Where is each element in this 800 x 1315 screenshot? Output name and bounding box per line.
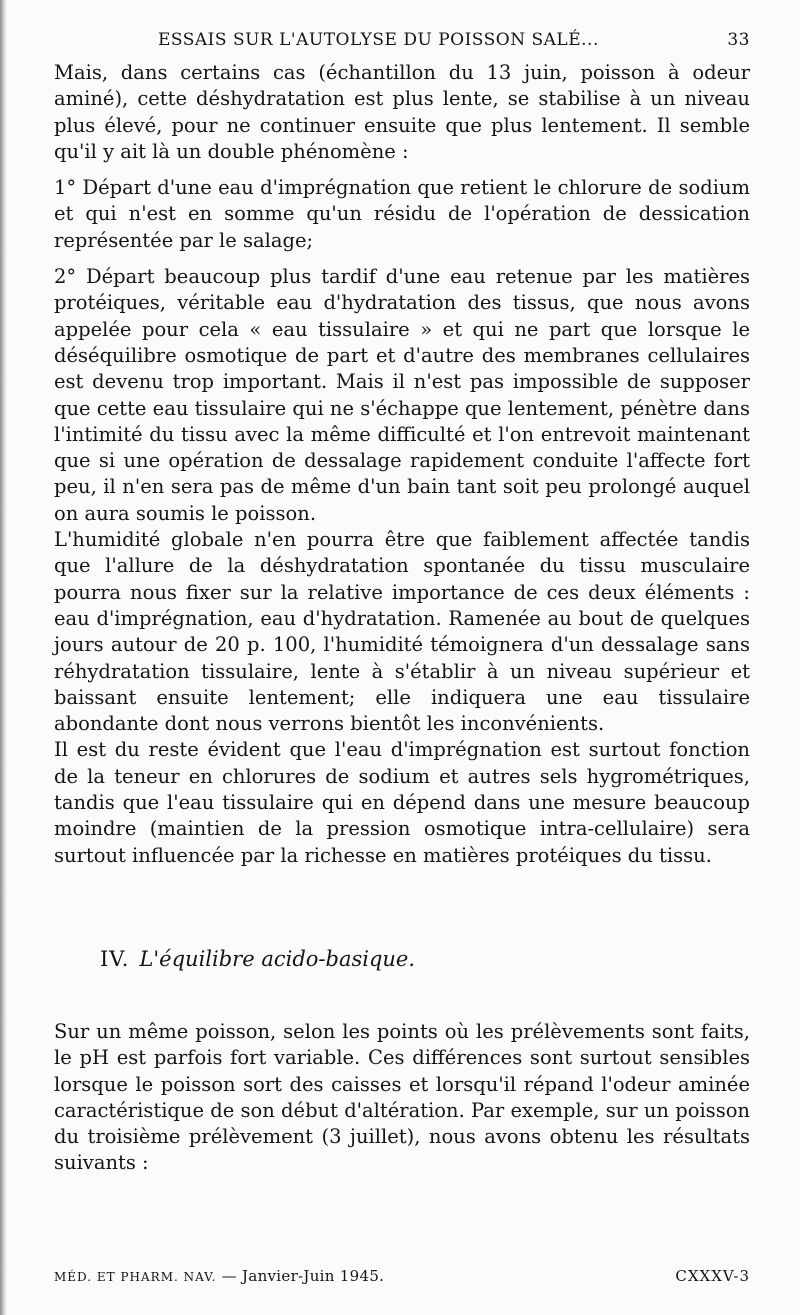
page-footer (54, 1267, 750, 1291)
paragraph-4: L'humidité globale n'en pourra être que faiblement affectée tandis que l'allure de la déshydratation spontanée du tissu musculaire pourra nous fixer sur la relative importance de ces deux éléments : eau d'imprégnation, eau d'hydratation. Ramenée au bout de quelques jours autour de 20 p. 100, l'humidité témoignera d'un dessalage sans réhydratation tissulaire, lente à s'établir à un niveau supérieur et baissant ensuite lentement; elle indiquera une eau tissulaire abondante dont nous verrons bientôt les inconvénients. (54, 528, 750, 736)
paragraph-6: Sur un même poisson, selon les points où les prélèvements sont faits, le pH est parfois fort variable. Ces différences sont surtout sensibles lorsque le poisson sort des caisses et lorsqu'il répand l'odeur aminée caractéristique de son début d'altération. Par exemple, sur un poisson du troisième prélèvement (3 juillet), nous avons obtenu les résultats suivants : (54, 1019, 750, 1175)
journal-citation (54, 1267, 384, 1285)
running-title: ESSAIS SUR L'AUTOLYSE DU POISSON SALÉ... (158, 30, 599, 50)
section-heading (100, 947, 750, 971)
paragraph-item-2: 2° Départ beaucoup plus tardif d'une eau retenue par les matières protéiques, véritable eau d'hydratation des tissus, que nous avons appelée pour cela « eau tissulaire » et qui ne part que lorsque le déséquilibre osmotique de part et d'autre des membranes cellulaires est devenu trop important. Mais il n'est pas impossible de supposer que cette eau tissulaire qui ne s'échappe que lentement, pénètre dans l'intimité du tissu avec la même difficulté et l'on entrevoit maintenant que si une opération de dessalage rapidement conduite l'affecte fort peu, il n'en sera pas de même d'un bain tant soit peu prolongé auquel on aura soumis le poisson. (54, 265, 750, 525)
journal-abbrev: MÉD. ET PHARM. NAV. (54, 1270, 217, 1284)
paragraph-5: Il est du reste évident que l'eau d'imprégnation est surtout fonction de la teneur en chlorures de sodium et autres sels hygrométriques, tandis que l'eau tissulaire qui en dépend dans une mesure beaucoup moindre (maintien de la pression osmotique intra-cellulaire) sera surtout influencée par la richesse en matières protéiques du tissu. (54, 738, 750, 867)
journal-date: — Janvier-Juin 1945. (221, 1267, 385, 1285)
volume-signature: CXXXV-3 (675, 1267, 750, 1285)
page-edge-shadow (0, 0, 7, 1315)
paragraph-item-1: 1° Départ d'une eau d'imprégnation que retient le chlorure de sodium et qui n'est en somme qu'un résidu de l'opération de dessication représentée par le salage; (54, 176, 750, 252)
paragraph-1: Mais, dans certains cas (échantillon du 13 juin, poisson à odeur aminé), cette déshydratation est plus lente, se stabilise à un niveau plus élevé, pour ne continuer ensuite que plus lentement. Il semble qu'il y ait là un double phénomène : (54, 61, 750, 163)
section-number: IV. (100, 946, 130, 971)
page-number: 33 (727, 30, 750, 50)
document-page (54, 30, 750, 1285)
section-title: L'équilibre acido-basique. (139, 946, 416, 971)
page-header (54, 30, 750, 60)
